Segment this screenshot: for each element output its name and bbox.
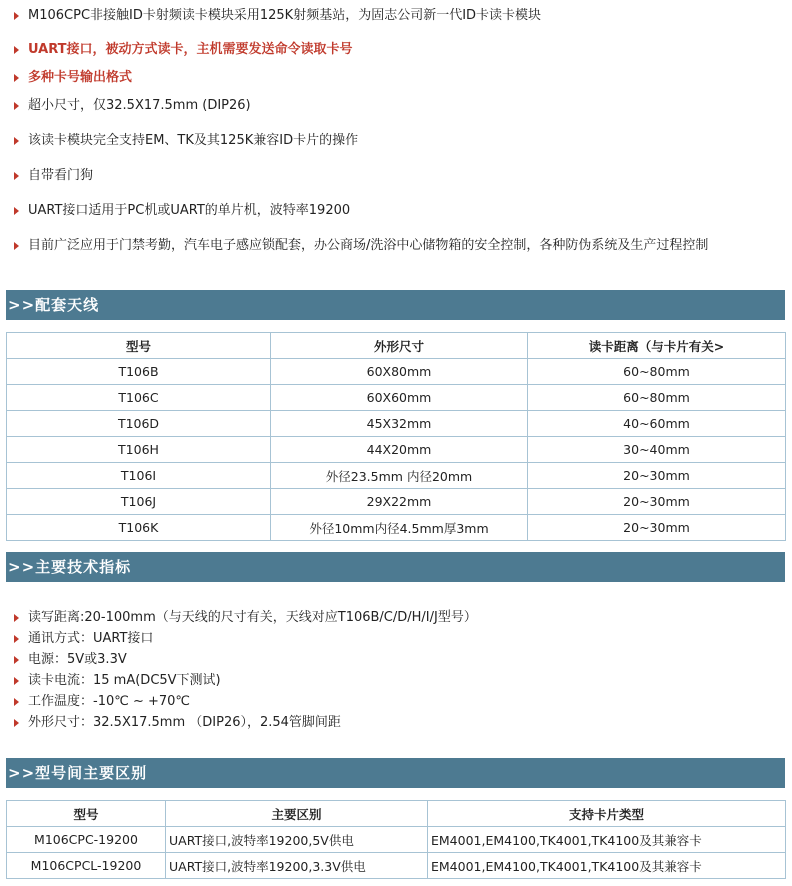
table-cell: 60X60mm bbox=[271, 385, 528, 411]
bullet-arrow-icon bbox=[14, 46, 19, 54]
table-row bbox=[7, 489, 786, 515]
feature-item bbox=[14, 201, 350, 221]
table-cell: 60X80mm bbox=[271, 359, 528, 385]
bullet-arrow-icon bbox=[14, 12, 19, 20]
table-cell: EM4001,EM4100,TK4001,TK4100及其兼容卡 bbox=[428, 853, 786, 879]
column-header: 外形尺寸 bbox=[271, 333, 528, 359]
spec-text: 通讯方式：UART接口 bbox=[28, 631, 154, 646]
spec-item bbox=[14, 628, 153, 649]
feature-text: M106CPC非接触ID卡射频读卡模块采用125K射频基站，为固志公司新一代ID卡读卡模块 bbox=[28, 8, 542, 23]
table-cell: M106CPC-19200 bbox=[7, 827, 166, 853]
table-row bbox=[7, 515, 786, 541]
spec-item bbox=[14, 607, 477, 628]
spec-text: 读写距离:20-100mm（与天线的尺寸有关，天线对应T106B/C/D/H/I/J型号） bbox=[28, 610, 477, 625]
column-header: 主要区别 bbox=[166, 801, 428, 827]
table-cell: 44X20mm bbox=[271, 437, 528, 463]
table-cell: 60~80mm bbox=[528, 385, 786, 411]
table-row bbox=[7, 359, 786, 385]
spec-item bbox=[14, 649, 127, 670]
column-header: 支持卡片类型 bbox=[428, 801, 786, 827]
bullet-arrow-icon bbox=[14, 207, 19, 215]
section-header-models bbox=[6, 758, 785, 788]
table-cell: 外径10mm内径4.5mm厚3mm bbox=[271, 515, 528, 541]
table-cell: T106I bbox=[7, 463, 271, 489]
section-header-specs bbox=[6, 552, 785, 582]
section-header-antenna bbox=[6, 290, 785, 320]
column-header: 读卡距离（与卡片有关> bbox=[528, 333, 786, 359]
feature-text: UART接口，被动方式读卡，主机需要发送命令读取卡号 bbox=[28, 42, 353, 57]
table-cell: T106C bbox=[7, 385, 271, 411]
table-header-row bbox=[7, 333, 786, 359]
table-cell: 45X32mm bbox=[271, 411, 528, 437]
table-cell: T106J bbox=[7, 489, 271, 515]
bullet-arrow-icon bbox=[14, 102, 19, 110]
table-row bbox=[7, 385, 786, 411]
section-title: >>主要技术指标 bbox=[8, 558, 132, 576]
section-title: >>配套天线 bbox=[8, 296, 100, 314]
bullet-arrow-icon bbox=[14, 698, 19, 706]
spec-text: 外形尺寸：32.5X17.5mm （DIP26），2.54管脚间距 bbox=[28, 715, 341, 730]
spec-text: 电源：5V或3.3V bbox=[28, 652, 127, 667]
table-cell: T106B bbox=[7, 359, 271, 385]
table-cell: 40~60mm bbox=[528, 411, 786, 437]
model-table bbox=[6, 800, 786, 879]
table-cell: 60~80mm bbox=[528, 359, 786, 385]
feature-item bbox=[14, 166, 93, 186]
bullet-arrow-icon bbox=[14, 74, 19, 82]
bullet-arrow-icon bbox=[14, 656, 19, 664]
feature-item-highlight bbox=[14, 68, 132, 88]
feature-text: 多种卡号输出格式 bbox=[28, 70, 133, 85]
bullet-arrow-icon bbox=[14, 172, 19, 180]
table-header-row bbox=[7, 801, 786, 827]
feature-item bbox=[14, 131, 358, 151]
table-row bbox=[7, 411, 786, 437]
table-cell: T106K bbox=[7, 515, 271, 541]
bullet-arrow-icon bbox=[14, 614, 19, 622]
table-row bbox=[7, 853, 786, 879]
section-title: >>型号间主要区别 bbox=[8, 764, 148, 782]
table-cell: 30~40mm bbox=[528, 437, 786, 463]
table-cell: T106D bbox=[7, 411, 271, 437]
table-cell: 20~30mm bbox=[528, 515, 786, 541]
table-row bbox=[7, 463, 786, 489]
table-row bbox=[7, 437, 786, 463]
spec-item bbox=[14, 691, 190, 712]
column-header: 型号 bbox=[7, 333, 271, 359]
table-cell: 20~30mm bbox=[528, 463, 786, 489]
table-row bbox=[7, 827, 786, 853]
feature-item bbox=[14, 6, 541, 26]
feature-item bbox=[14, 236, 708, 256]
bullet-arrow-icon bbox=[14, 719, 19, 727]
feature-item-highlight bbox=[14, 40, 353, 60]
table-cell: UART接口,波特率19200,3.3V供电 bbox=[166, 853, 428, 879]
table-cell: 外径23.5mm 内径20mm bbox=[271, 463, 528, 489]
feature-text: 目前广泛应用于门禁考勤，汽车电子感应锁配套，办公商场/洗浴中心储物箱的安全控制，各种防伪系统及生产过程控制 bbox=[28, 238, 709, 253]
table-cell: UART接口,波特率19200,5V供电 bbox=[166, 827, 428, 853]
feature-text: UART接口适用于PC机或UART的单片机，波特率19200 bbox=[28, 203, 351, 218]
bullet-arrow-icon bbox=[14, 242, 19, 250]
table-cell: M106CPCL-19200 bbox=[7, 853, 166, 879]
table-cell: 29X22mm bbox=[271, 489, 528, 515]
bullet-arrow-icon bbox=[14, 137, 19, 145]
bullet-arrow-icon bbox=[14, 677, 19, 685]
spec-text: 读卡电流：15 mA(DC5V下测试) bbox=[28, 673, 221, 688]
spec-item bbox=[14, 670, 221, 691]
spec-text: 工作温度：-10℃ ~ +70℃ bbox=[28, 694, 191, 709]
feature-text: 该读卡模块完全支持EM、TK及其125K兼容ID卡片的操作 bbox=[28, 133, 359, 148]
feature-text: 超小尺寸，仅32.5X17.5mm (DIP26) bbox=[28, 98, 251, 113]
antenna-table bbox=[6, 332, 786, 541]
spec-item bbox=[14, 712, 341, 733]
feature-item bbox=[14, 96, 251, 116]
table-cell: EM4001,EM4100,TK4001,TK4100及其兼容卡 bbox=[428, 827, 786, 853]
column-header: 型号 bbox=[7, 801, 166, 827]
table-cell: 20~30mm bbox=[528, 489, 786, 515]
table-cell: T106H bbox=[7, 437, 271, 463]
bullet-arrow-icon bbox=[14, 635, 19, 643]
feature-text: 自带看门狗 bbox=[28, 168, 94, 183]
